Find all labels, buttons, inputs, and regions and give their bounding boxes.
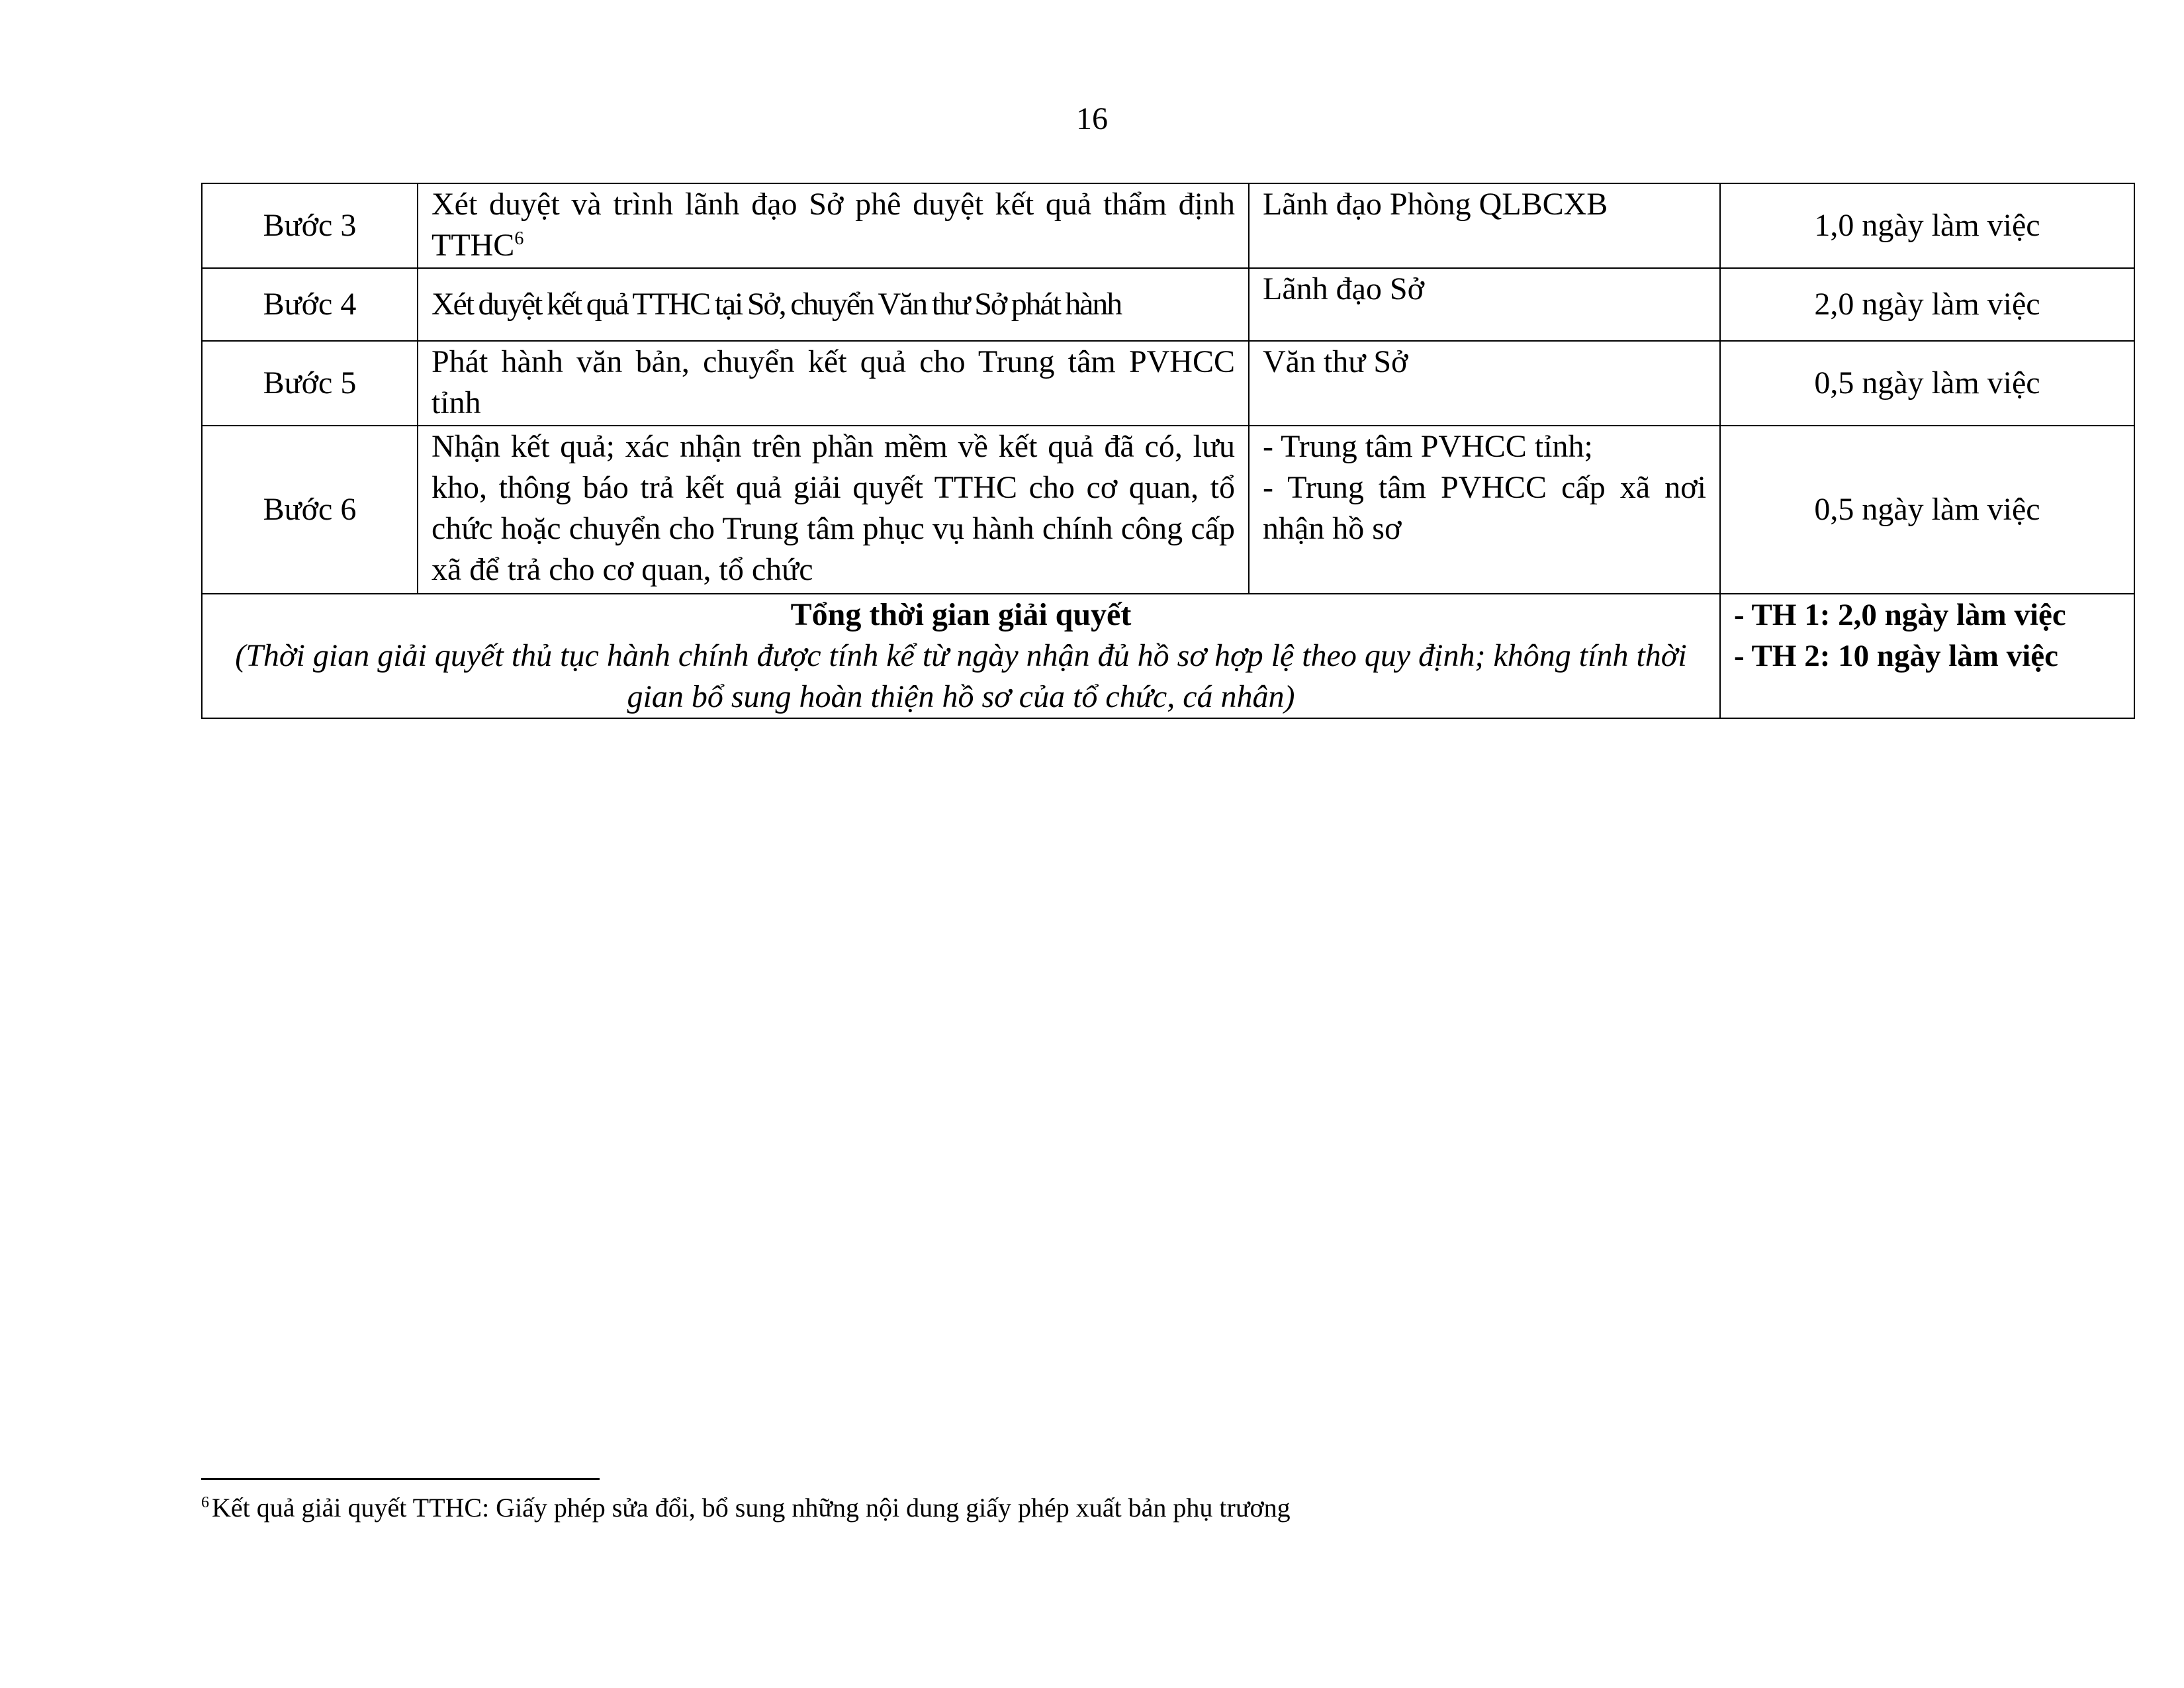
table-row [202, 426, 2134, 594]
total-row [202, 594, 2134, 718]
responsible-line: - Trung tâm PVHCC tỉnh; [1263, 429, 1593, 464]
table-row [202, 268, 2134, 341]
step-time: 2,0 ngày làm việc [1720, 268, 2134, 341]
step-time: 1,0 ngày làm việc [1720, 183, 2134, 268]
step-description: Xét duyệt kết quả TTHC tại Sở, chuyển Văn thư Sở phát hành [418, 268, 1249, 341]
step-responsible [1249, 426, 1720, 594]
table-row [202, 341, 2134, 426]
step-description: Phát hành văn bản, chuyển kết quả cho Trung tâm PVHCC tỉnh [418, 341, 1249, 426]
total-case: - TH 2: 10 ngày làm việc [1734, 639, 2058, 673]
footnote-text: Kết quả giải quyết TTHC: Giấy phép sửa đổi, bổ sung những nội dung giấy phép xuất bản phụ trương [212, 1493, 1291, 1523]
responsible-line: - Trung tâm PVHCC cấp xã nơi nhận hồ sơ [1263, 470, 1706, 546]
step-label: Bước 3 [202, 183, 418, 268]
responsible-line: Văn thư Sở [1263, 344, 1408, 379]
total-title: Tổng thời gian giải quyết [790, 597, 1132, 632]
total-time [1720, 594, 2134, 718]
step-responsible [1249, 268, 1720, 341]
step-description: Nhận kết quả; xác nhận trên phần mềm về kết quả đã có, lưu kho, thông báo trả kết quả giải quyết TTHC cho cơ quan, tổ chức hoặc chuyển cho Trung tâm phục vụ hành chính công cấp xã để trả cho cơ quan, tổ chức [418, 426, 1249, 594]
step-description [418, 183, 1249, 268]
page-number: 16 [1076, 101, 1108, 136]
step-time: 0,5 ngày làm việc [1720, 426, 2134, 594]
total-note: (Thời gian giải quyết thủ tục hành chính được tính kể từ ngày nhận đủ hồ sơ hợp lệ theo quy định; không tính thời gian bổ sung hoàn thiện hồ sơ của tổ chức, cá nhân) [235, 638, 1687, 714]
responsible-line: Lãnh đạo Sở [1263, 271, 1425, 306]
step-responsible [1249, 183, 1720, 268]
total-case: - TH 1: 2,0 ngày làm việc [1734, 598, 2066, 632]
total-description [202, 594, 1720, 718]
procedure-steps-table [201, 183, 2135, 719]
step-description-text: Xét duyệt và trình lãnh đạo Sở phê duyệt kết quả thẩm định TTHC [432, 187, 1235, 263]
step-time: 0,5 ngày làm việc [1720, 341, 2134, 426]
step-label: Bước 6 [202, 426, 418, 594]
step-responsible [1249, 341, 1720, 426]
responsible-line: Lãnh đạo Phòng QLBCXB [1263, 187, 1608, 222]
footnote-separator [201, 1478, 600, 1480]
step-label: Bước 4 [202, 268, 418, 341]
step-label: Bước 5 [202, 341, 418, 426]
footnote-reference: 6 [514, 228, 524, 249]
table-row [202, 183, 2134, 268]
footnote [201, 1491, 2120, 1524]
footnote-marker: 6 [201, 1493, 209, 1511]
